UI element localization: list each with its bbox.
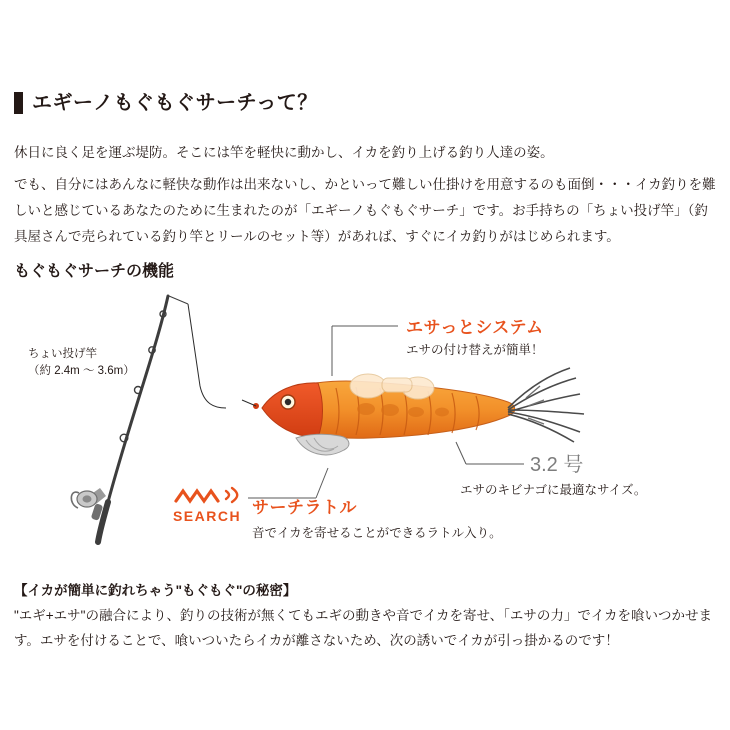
intro-paragraph-1: 休日に良く足を運ぶ堤防。そこには竿を軽快に動かし、イカを釣り上げる釣り人達の姿。: [14, 145, 554, 160]
callout-esa-system-title: エサっとシステム: [406, 318, 544, 337]
callout-rattle-sub: 音でイカを寄せることができるラトル入り。: [252, 526, 502, 540]
callout-rattle-title: サーチラトル: [252, 498, 357, 517]
rod-label: [28, 346, 135, 380]
section-subtitle: もぐもぐサーチの機能: [14, 263, 175, 280]
page-title-text: エギーノもぐもぐサーチって？: [32, 92, 318, 114]
page-title: [14, 92, 318, 114]
intro-text: [14, 140, 718, 250]
egi-lure-illustration: [240, 350, 600, 500]
search-logo-word: SEARCH: [172, 508, 242, 524]
title-accent-bar: [14, 92, 23, 114]
callout-esa-system-sub: エサの付け替えが簡単！: [406, 343, 544, 357]
secret-section: [14, 578, 720, 653]
callout-size-title: 3.2 号: [530, 454, 584, 476]
callout-size-sub: エサのキビナゴに最適なサイズ。: [460, 483, 647, 497]
sound-wave-icon: [168, 485, 246, 507]
search-logo: [168, 485, 246, 524]
product-diagram: [0, 290, 730, 560]
rod-label-line1: ちょい投げ竿: [28, 348, 97, 360]
secret-title: 【イカが簡単に釣れちゃう"もぐもぐ"の秘密】: [14, 583, 297, 598]
secret-body: "エギ+エサ"の融合により、釣りの技術が無くてもエギの動きや音でイカを寄せ、「エサの力」でイカを喰いつかせます。エサを付けることで、喰いついたらイカが離さないため、次の誘いでイカが引っ掛かるのです！: [14, 608, 713, 648]
rod-label-line2: （約 2.4m 〜 3.6m）: [28, 365, 135, 377]
intro-paragraph-2: でも、自分にはあんなに軽快な動作は出来ないし、かといって難しい仕掛けを用意するのも面倒・・・イカ釣りを難しいと感じているあなたのために生まれたのが「エギーノもぐもぐサーチ」です。お手持ちの「ちょい投げ竿」（釣具屋さんで売られている釣り竿とリールのセット等）があれば、すぐにイカ釣りがはじめられます。: [14, 177, 716, 244]
